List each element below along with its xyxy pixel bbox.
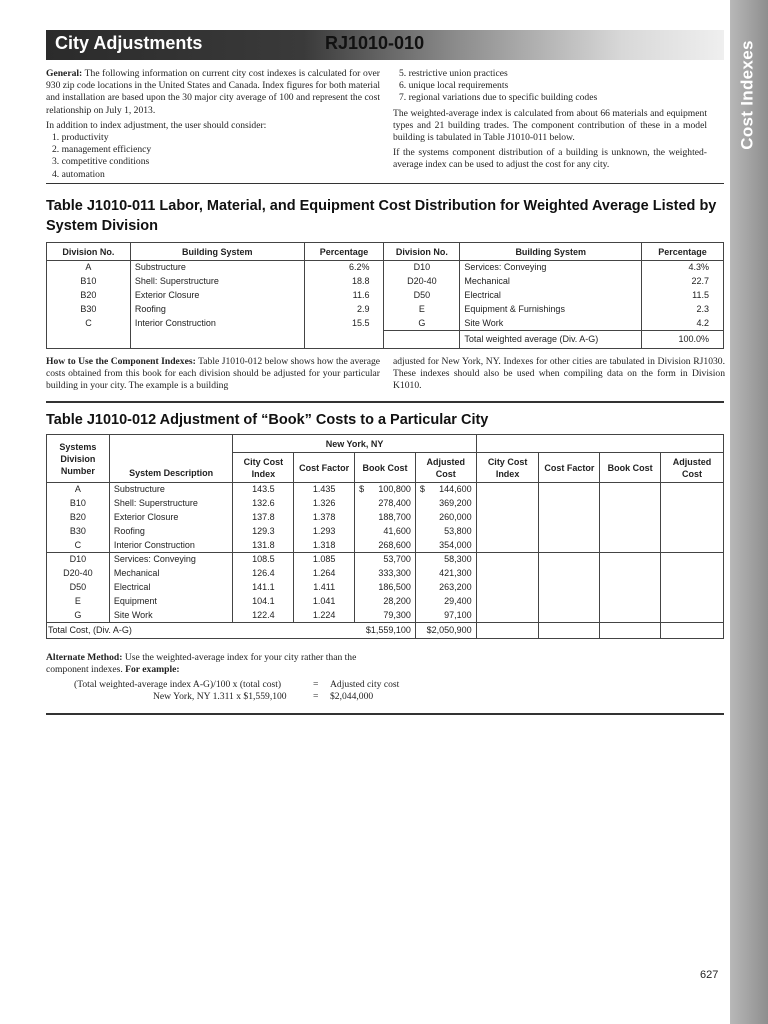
- table-cell: [661, 623, 724, 639]
- table-cell: Substructure: [130, 261, 304, 275]
- list-item: 3. competitive conditions: [52, 156, 150, 168]
- table-cell: [539, 511, 600, 525]
- table-cell: C: [47, 317, 131, 331]
- table-cell: 2.3: [642, 303, 724, 317]
- table1-title: Table J1010-011 Labor, Material, and Equipment Cost Distribution for Weighted Average Listed by System Division: [46, 198, 717, 234]
- table-cell: [661, 539, 724, 553]
- table-cell: 1.224: [294, 609, 355, 623]
- column-header: Division No.: [47, 243, 131, 261]
- table-cell: 263,200: [415, 581, 476, 595]
- table-cell: [600, 581, 661, 595]
- divider: [46, 183, 724, 184]
- table-cell: [539, 609, 600, 623]
- howto-section: [46, 356, 380, 393]
- table-row: [47, 275, 724, 289]
- table-cell: 18.8: [304, 275, 384, 289]
- table-cell: A: [47, 483, 110, 497]
- table-cell: [476, 595, 539, 609]
- formula-right: Adjusted city cost: [330, 679, 400, 690]
- table-cell: D50: [47, 581, 110, 595]
- table-cell: C: [47, 539, 110, 553]
- table-cell: 53,700: [355, 553, 416, 567]
- table-cell: Shell: Superstructure: [109, 497, 233, 511]
- table-cell: 1.318: [294, 539, 355, 553]
- table-cell: [476, 567, 539, 581]
- table-cell: 260,000: [415, 511, 476, 525]
- table-cell: [476, 511, 539, 525]
- consider-list-right: [393, 68, 707, 105]
- table-row: [47, 289, 724, 303]
- table-cell: Site Work: [460, 317, 642, 331]
- table-cell: [661, 525, 724, 539]
- table-cell: [600, 609, 661, 623]
- table-row: [47, 553, 724, 567]
- cell-value: 100,800: [378, 484, 411, 495]
- table-cell: 186,500: [355, 581, 416, 595]
- table-cell: [600, 511, 661, 525]
- table-cell: 1.041: [294, 595, 355, 609]
- table-cell: 188,700: [355, 511, 416, 525]
- table-cell: E: [418, 304, 425, 314]
- column-header: City Cost Index: [233, 453, 294, 483]
- table-cell: 1.326: [294, 497, 355, 511]
- table-cell: G: [47, 609, 110, 623]
- table-cell: D10: [47, 553, 110, 567]
- alternate-label: Alternate Method:: [46, 652, 123, 663]
- table-total-row: [47, 331, 724, 349]
- list-item: 1. productivity: [52, 132, 109, 144]
- column-header: System Description: [109, 435, 233, 483]
- table-cell: Substructure: [109, 483, 233, 497]
- table-cell: [539, 497, 600, 511]
- general-section: [46, 68, 380, 181]
- table-row: [47, 497, 724, 511]
- table-cell: 1.264: [294, 567, 355, 581]
- table-cell: 141.1: [233, 581, 294, 595]
- table-cell: B10: [47, 275, 131, 289]
- table-cell: 333,300: [355, 567, 416, 581]
- city-adjustment-table: [46, 434, 724, 639]
- table-cell: 131.8: [233, 539, 294, 553]
- column-header: Cost Factor: [539, 453, 600, 483]
- table-cell: Roofing: [109, 525, 233, 539]
- example-result: $2,044,000: [330, 691, 374, 702]
- table-row: [47, 539, 724, 553]
- cell-value: 144,600: [439, 484, 472, 495]
- table-cell: 97,100: [415, 609, 476, 623]
- table-cell: 132.6: [233, 497, 294, 511]
- total-label: Total weighted average (Div. A-G): [460, 331, 642, 349]
- table-cell: [130, 331, 304, 349]
- table-row: [47, 303, 724, 317]
- table-cell: D50: [413, 290, 431, 300]
- table-cell: 1.411: [294, 581, 355, 595]
- table-cell: [600, 623, 661, 639]
- table-cell: B30: [47, 303, 131, 317]
- table-cell: 15.5: [304, 317, 384, 331]
- table-cell: 41,600: [355, 525, 416, 539]
- table-cell: [47, 331, 131, 349]
- formula-left: (Total weighted-average index A-G)/100 x (total cost): [74, 679, 282, 690]
- table-cell: D20-40: [47, 567, 110, 581]
- table-cell: [539, 581, 600, 595]
- table-cell: 53,800: [415, 525, 476, 539]
- column-header: Building System: [460, 243, 642, 261]
- column-header: Division No.: [384, 243, 460, 261]
- table-cell: [661, 581, 724, 595]
- column-header: Percentage: [304, 243, 384, 261]
- table-cell: B10: [47, 497, 110, 511]
- table-cell: 1.435: [294, 483, 355, 497]
- table2-title: Table J1010-012 Adjustment of “Book” Costs to a Particular City: [46, 412, 489, 428]
- table-cell: [661, 595, 724, 609]
- column-header: Book Cost: [355, 453, 416, 483]
- table-row: [47, 581, 724, 595]
- table-cell: Exterior Closure: [109, 511, 233, 525]
- reference-code: RJ1010-010: [325, 33, 425, 53]
- table-cell: Interior Construction: [130, 317, 304, 331]
- table-cell: [304, 331, 384, 349]
- table-cell: [539, 623, 600, 639]
- table-cell: 29,400: [415, 595, 476, 609]
- table-cell: Roofing: [130, 303, 304, 317]
- cost-distribution-table: [46, 242, 724, 349]
- table-cell: Equipment & Furnishings: [460, 303, 642, 317]
- table-row: [47, 609, 724, 623]
- table-cell: [600, 483, 661, 497]
- table-row: [47, 483, 724, 497]
- table-cell: [600, 525, 661, 539]
- table-cell: [661, 553, 724, 567]
- list-item: 5. restrictive union practices: [399, 68, 508, 79]
- list-item: 4. automation: [52, 168, 105, 180]
- table-cell: D20-40: [407, 276, 437, 286]
- table-cell: 6.2%: [304, 261, 384, 275]
- table-cell: 1.378: [294, 511, 355, 525]
- total-label: Total Cost, (Div. A-G): [48, 625, 132, 635]
- formula-equals: =: [313, 679, 319, 690]
- general-section-right: [393, 68, 707, 172]
- table-cell: [600, 539, 661, 553]
- table-cell: [661, 497, 724, 511]
- table-cell: 79,300: [355, 609, 416, 623]
- divider: [46, 713, 724, 715]
- table-cell: [539, 553, 600, 567]
- column-header: Systems Division Number: [47, 435, 110, 483]
- table-cell: [539, 525, 600, 539]
- table-cell: [476, 525, 539, 539]
- column-header: Adjusted Cost: [415, 453, 476, 483]
- table-cell: [661, 483, 724, 497]
- general-label: General:: [46, 68, 83, 79]
- table-cell: 4.2: [642, 317, 724, 331]
- table-cell: [384, 331, 460, 349]
- table-cell: B20: [47, 289, 131, 303]
- example-equals: =: [313, 691, 319, 702]
- table-cell: [600, 497, 661, 511]
- table-cell: [355, 483, 416, 497]
- table-cell: [661, 511, 724, 525]
- table-cell: 108.5: [233, 553, 294, 567]
- table-cell: Mechanical: [109, 567, 233, 581]
- example-label: For example:: [125, 664, 180, 675]
- page-title: City Adjustments: [55, 33, 203, 53]
- table-cell: 278,400: [355, 497, 416, 511]
- table-cell: [600, 553, 661, 567]
- table-cell: [661, 609, 724, 623]
- table-cell: Services: Conveying: [460, 261, 642, 275]
- table-total-row: [47, 623, 724, 639]
- consider-list-left: [46, 132, 380, 181]
- column-header: Cost Factor: [294, 453, 355, 483]
- table-cell: 4.3%: [642, 261, 724, 275]
- total-adjusted-cost: $2,050,900: [415, 623, 476, 639]
- table-cell: [476, 497, 539, 511]
- table-cell: 22.7: [642, 275, 724, 289]
- table-cell: A: [47, 261, 131, 275]
- table-cell: Services: Conveying: [109, 553, 233, 567]
- dollar-sign: $: [359, 484, 365, 495]
- table-header-row: [47, 243, 724, 261]
- table-cell: Shell: Superstructure: [130, 275, 304, 289]
- table-cell: [476, 581, 539, 595]
- table-cell: [661, 567, 724, 581]
- table-cell: [600, 595, 661, 609]
- page-number: 627: [700, 969, 719, 981]
- column-header: Building System: [130, 243, 304, 261]
- table-cell: Mechanical: [460, 275, 642, 289]
- table-cell: [476, 539, 539, 553]
- table-cell: [476, 609, 539, 623]
- table-cell: 354,000: [415, 539, 476, 553]
- table-cell: B20: [47, 511, 110, 525]
- table-cell: 369,200: [415, 497, 476, 511]
- column-header: Book Cost: [600, 453, 661, 483]
- table-cell: Interior Construction: [109, 539, 233, 553]
- table-cell: D10: [413, 262, 431, 273]
- table-cell: Site Work: [109, 609, 233, 623]
- list-item: 7. regional variations due to specific building codes: [399, 92, 598, 104]
- column-header: Percentage: [642, 243, 724, 261]
- example-left: New York, NY 1.311 x $1,559,100: [153, 691, 287, 702]
- table-cell: [539, 483, 600, 497]
- table-cell: 28,200: [355, 595, 416, 609]
- weighted-text: The weighted-average index is calculated from about 66 materials and equipment types and 21 building trades. The component contribution of these in a model building is tabulated in Table J1010-011 below.: [393, 107, 707, 144]
- table-row: [47, 511, 724, 525]
- table-cell: [476, 623, 539, 639]
- table-cell: [600, 567, 661, 581]
- total-book-cost: $1,559,100: [365, 625, 411, 635]
- table-cell: Exterior Closure: [130, 289, 304, 303]
- table-cell: 58,300: [415, 553, 476, 567]
- table-cell: 421,300: [415, 567, 476, 581]
- table-cell: 126.4: [233, 567, 294, 581]
- table-cell: G: [384, 317, 460, 331]
- table-row: [47, 317, 724, 331]
- table-cell: [539, 595, 600, 609]
- table-cell: [539, 539, 600, 553]
- consider-text: In addition to index adjustment, the user should consider:: [46, 119, 267, 131]
- table-cell: Electrical: [109, 581, 233, 595]
- list-item: 2. management efficiency: [52, 144, 152, 156]
- dollar-sign: $: [419, 484, 425, 495]
- table-cell: 1.293: [294, 525, 355, 539]
- column-header: City Cost Index: [476, 453, 539, 483]
- blank-city-header: [476, 435, 723, 453]
- table-cell: Equipment: [109, 595, 233, 609]
- general-paragraph: [46, 68, 380, 117]
- howto-text-continued: adjusted for New York, NY. Indexes for other cities are tabulated in Division RJ1030. These indexes should also be used when compiling data on the form in Division K1010.: [393, 356, 725, 392]
- table-header-row: [47, 435, 724, 453]
- table-cell: 1.085: [294, 553, 355, 567]
- table-cell: [476, 553, 539, 567]
- table-cell: E: [47, 595, 110, 609]
- unknown-text: If the systems component distribution of a building is unknown, the weighted-average index can be used to adjust the cost for any city.: [393, 147, 707, 171]
- side-tab-text: Cost Indexes: [738, 40, 758, 150]
- table-cell: 122.4: [233, 609, 294, 623]
- table-row: [47, 567, 724, 581]
- table-cell: 137.8: [233, 511, 294, 525]
- table-cell: 129.3: [233, 525, 294, 539]
- table-cell: B30: [47, 525, 110, 539]
- table-cell: 11.5: [642, 289, 724, 303]
- table-cell: 143.5: [233, 483, 294, 497]
- table-row: [47, 525, 724, 539]
- howto-text: Table J1010-012 below shows how the average costs obtained from this book for each division should be adjusted for your particular building in your city. The example is a building: [46, 356, 381, 392]
- table-cell: Electrical: [460, 289, 642, 303]
- table-cell: 2.9: [304, 303, 384, 317]
- alternate-method: [46, 652, 386, 676]
- alternate-text: Use the weighted-average index for your city rather than the component indexes.: [46, 652, 357, 675]
- table-cell: [476, 483, 539, 497]
- table-cell: [539, 567, 600, 581]
- table-cell: 268,600: [355, 539, 416, 553]
- howto-label: How to Use the Component Indexes:: [46, 356, 196, 367]
- howto-section-right: [393, 356, 725, 393]
- table-cell: 104.1: [233, 595, 294, 609]
- column-header: Adjusted Cost: [661, 453, 724, 483]
- side-tab-label: [733, 30, 763, 160]
- table-row: [47, 261, 724, 275]
- general-text: The following information on current city cost indexes is calculated for over 930 zip code locations in the United States and Canada. Index figures for both material and installation are based upon the 30 major city average of 100 and represent the cost relationship on July 1, 2013.: [46, 68, 380, 116]
- table-cell: [415, 483, 476, 497]
- total-value: 100.0%: [642, 331, 724, 349]
- table-cell: [47, 623, 416, 639]
- table-cell: 11.6: [304, 289, 384, 303]
- city-header: New York, NY: [233, 435, 476, 453]
- divider: [46, 401, 724, 403]
- list-item: 6. unique local requirements: [399, 80, 509, 92]
- table-row: [47, 595, 724, 609]
